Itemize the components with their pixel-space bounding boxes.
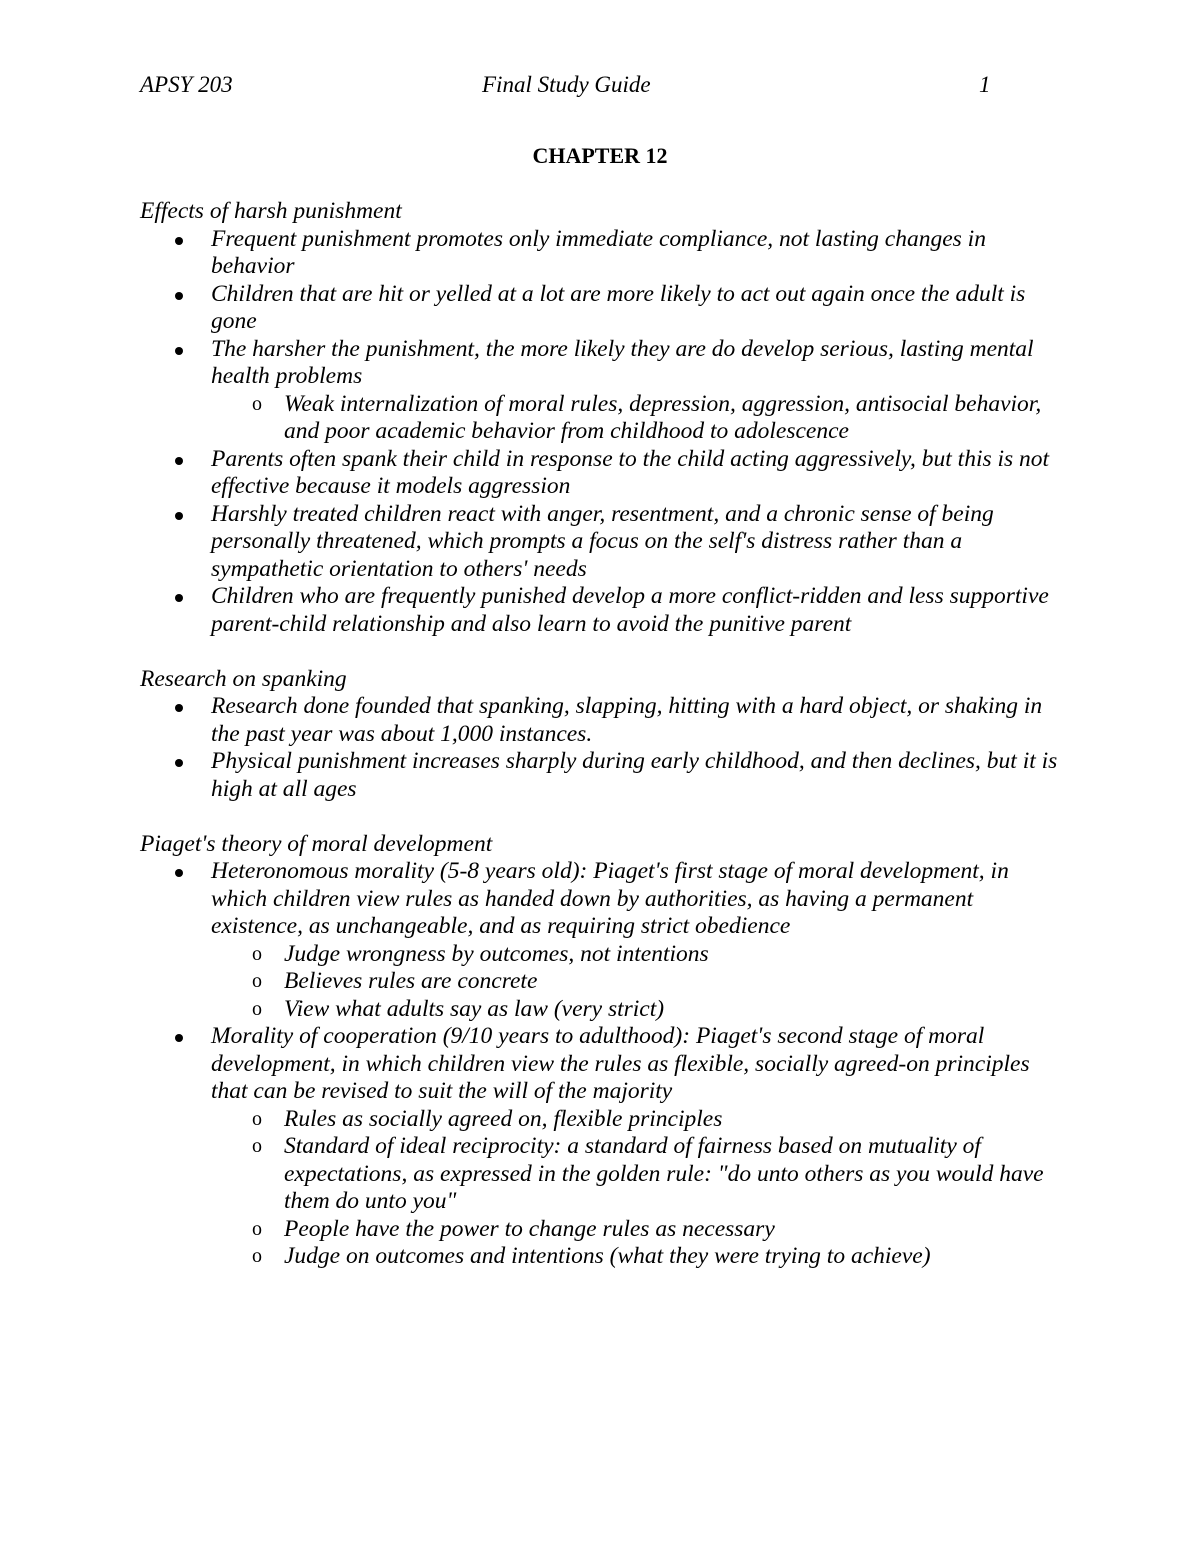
bullet-icon [175,594,183,602]
list-item-text: Physical punishment increases sharply during early childhood, and then declines, but it is high at all ages [211,748,1058,802]
list-item [140,693,1070,748]
sub-list-item [140,996,1070,1024]
sub-list-item [140,1133,1070,1216]
sub-list-item-text: Standard of ideal reciprocity: a standard of fairness based on mutuality of expectations, as expressed in the golden rule: "do unto others as you would have them do unto you" [284,1133,1044,1214]
list-item-text: Parents often spank their child in response to the child acting aggressively, but this is not effective because it models aggression [211,445,1050,499]
circle-bullet-icon: o [252,1245,262,1267]
bullet-icon [175,457,183,465]
circle-bullet-icon: o [252,1107,262,1130]
sub-list [211,1106,1070,1271]
sub-list-item-text: Believes rules are concrete [284,968,538,994]
bullet-icon [175,759,183,767]
bullet-icon [175,1034,183,1042]
sub-list [211,941,1070,1024]
list-item-text: Children who are frequently punished develop a more conflict-ridden and less supportive parent-child relationship and also learn to avoid the punitive parent [211,583,1049,637]
bullet-icon [175,704,183,712]
circle-bullet-icon: o [252,997,262,1020]
bullet-icon [175,237,183,245]
list-item [140,226,1070,281]
section [140,831,1070,1271]
circle-bullet-icon: o [252,970,262,992]
bullet-list [140,858,1070,1271]
bullet-icon [175,292,183,300]
bullet-list [140,226,1070,639]
sub-list-item [140,391,1070,446]
bullet-icon [175,347,183,355]
sub-list-item [140,1243,1070,1271]
list-item [140,583,1070,638]
circle-bullet-icon: o [252,1135,262,1157]
circle-bullet-icon: o [252,392,262,415]
sub-list-item [140,941,1070,969]
list-item-text: Frequent punishment promotes only immediate compliance, not lasting changes in behavior [211,225,986,279]
sub-list-item [140,1106,1070,1134]
list-item [140,446,1070,501]
header-course: APSY 203 [140,72,233,97]
bullet-list [140,693,1070,803]
list-item [140,1023,1070,1271]
section [140,666,1070,804]
sub-list-item-text: Judge on outcomes and intentions (what they were trying to achieve) [284,1243,931,1269]
list-item-text: The harsher the punishment, the more likely they are do develop serious, lasting mental health problems [211,335,1034,389]
sub-list-item-text: View what adults say as law (very strict) [284,995,665,1022]
section-heading: Research on spanking [140,665,347,692]
bullet-icon [175,869,183,877]
section [140,198,1070,638]
chapter-heading: CHAPTER 12 [532,143,668,168]
list-item [140,858,1070,1023]
list-item-text: Harshly treated children react with anger, resentment, and a chronic sense of being personally threatened, which prompts a focus on the self's distress rather than a sympathetic orientation to others' needs [211,500,994,582]
list-item [140,501,1070,584]
list-item [140,748,1070,803]
section-heading: Effects of harsh punishment [140,198,402,224]
sub-list-item-text: Rules as socially agreed on, flexible principles [284,1105,723,1132]
header-title: Final Study Guide [482,72,651,97]
sub-list [211,391,1070,446]
page-number: 1 [979,72,991,97]
document-body [140,198,1070,1298]
list-item-text: Morality of cooperation (9/10 years to adulthood): Piaget's second stage of moral development, in which children view the rules as flexible, socially agreed-on principles that can be revised to suit the will of the majority [211,1023,1030,1104]
sub-list-item-text: Weak internalization of moral rules, depression, aggression, antisocial behavior, and poor academic behavior from childhood to adolescence [284,390,1042,444]
list-item-text: Children that are hit or yelled at a lot are more likely to act out again once the adult is gone [211,280,1026,334]
section-heading: Piaget's theory of moral development [140,830,493,857]
list-item-text: Heteronomous morality (5-8 years old): Piaget's first stage of moral development, in which children view rules as handed down by authorities, as having a permanent existence, as unchangeable, and as requiring strict obedience [211,858,1009,939]
sub-list-item-text: People have the power to change rules as necessary [284,1215,775,1242]
circle-bullet-icon: o [252,942,262,965]
list-item [140,336,1070,446]
list-item [140,281,1070,336]
circle-bullet-icon: o [252,1217,262,1240]
bullet-icon [175,512,183,520]
sub-list-item [140,968,1070,996]
list-item-text: Research done founded that spanking, slapping, hitting with a hard object, or shaking in the past year was about 1,000 instances. [211,693,1043,747]
sub-list-item [140,1216,1070,1244]
sub-list-item-text: Judge wrongness by outcomes, not intentions [284,940,709,967]
